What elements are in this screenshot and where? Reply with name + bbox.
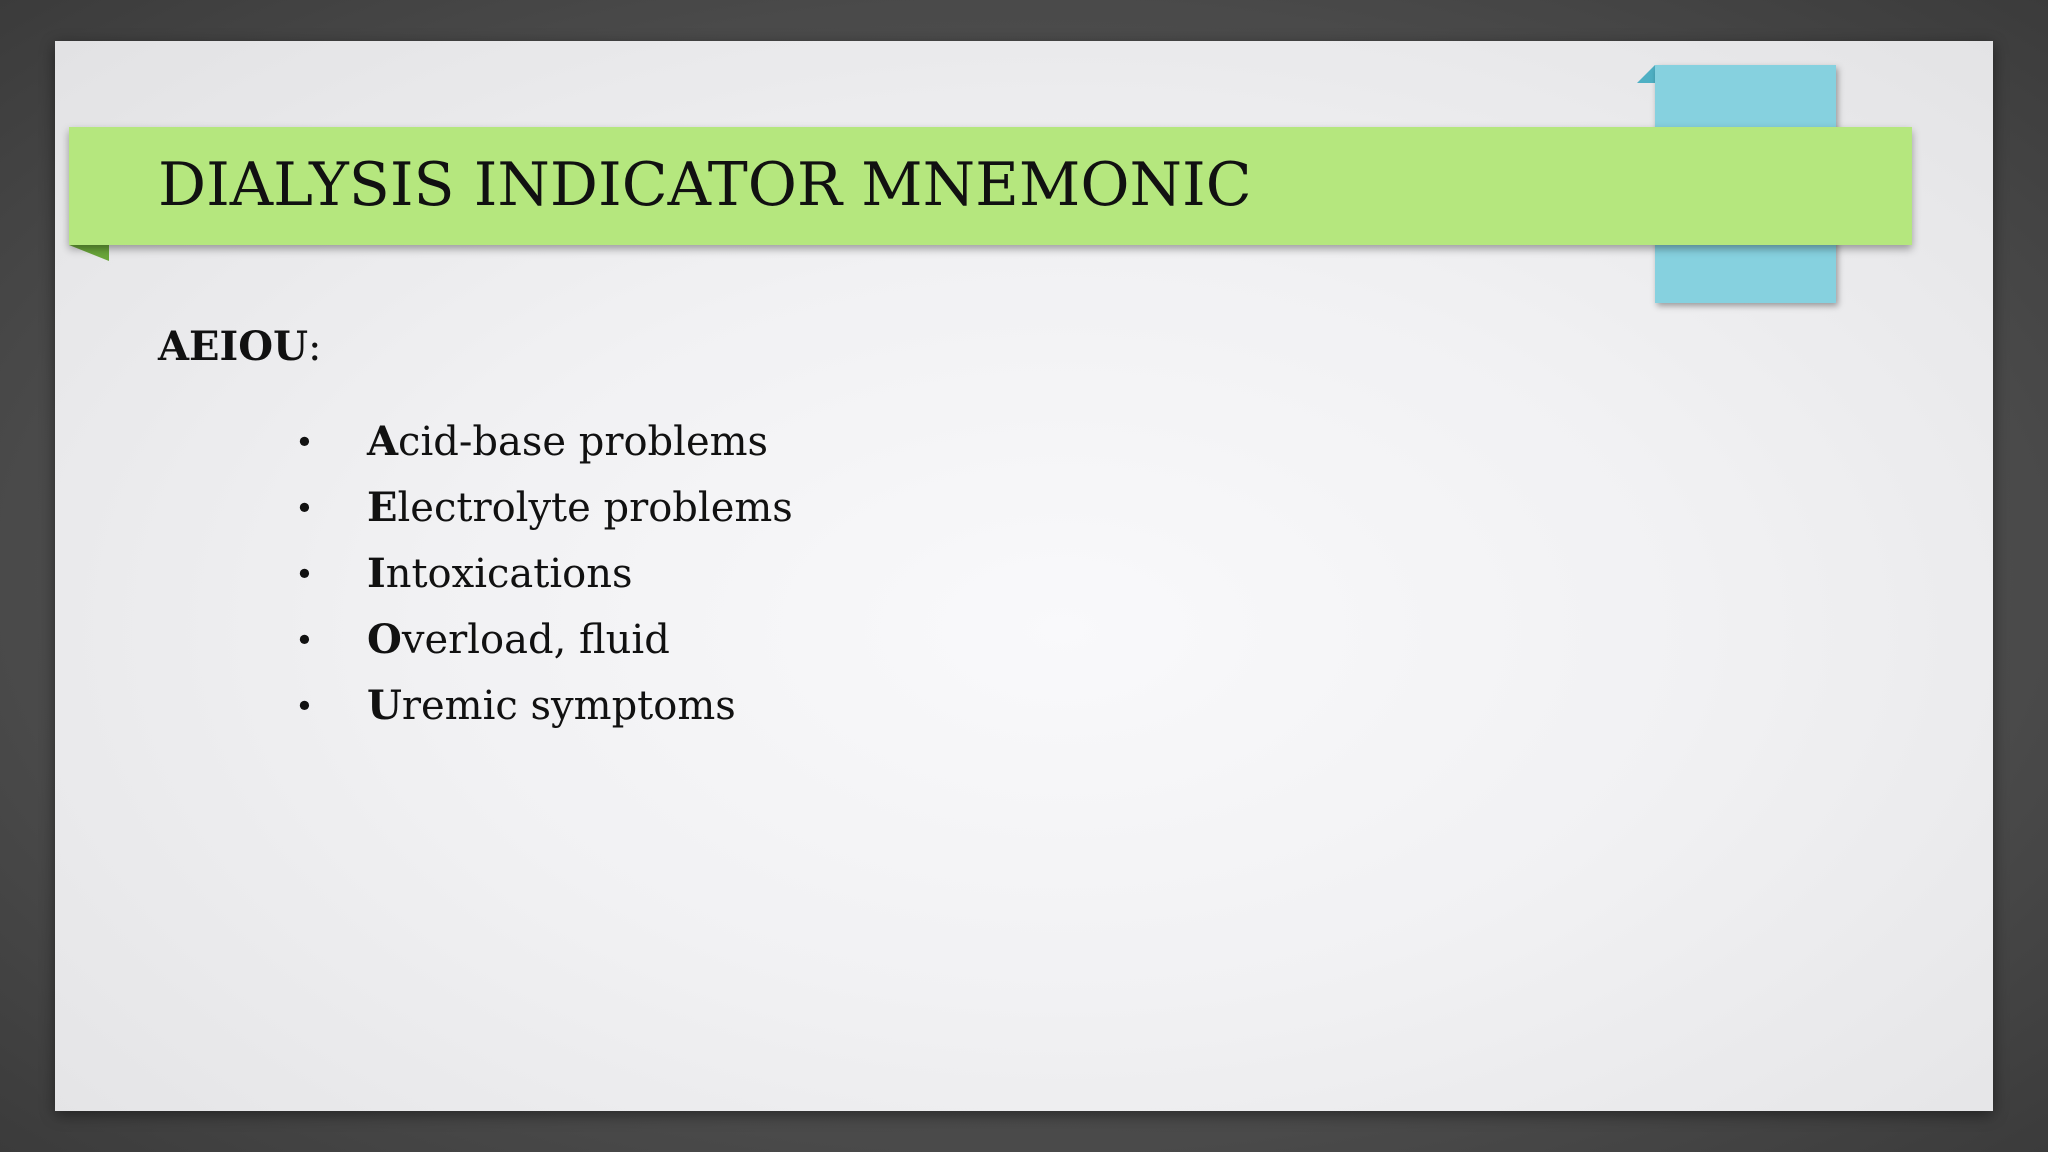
list-item-letter: I: [367, 550, 386, 597]
slide-title: DIALYSIS INDICATOR MNEMONIC: [158, 150, 1252, 220]
list-item-text: [367, 541, 632, 607]
slide: [55, 41, 1993, 1111]
bullet: •: [295, 423, 314, 461]
list-item-letter: A: [367, 418, 399, 465]
mnemonic-colon: :: [307, 324, 322, 370]
list-item-rest: verload, fluid: [401, 617, 670, 663]
list-item-text: [367, 409, 768, 475]
list-item-text: [367, 607, 670, 673]
list-item-letter: E: [367, 484, 398, 531]
mnemonic-acronym: AEIOU: [158, 323, 308, 370]
list-item-letter: O: [367, 616, 402, 663]
mnemonic-heading: [158, 321, 321, 373]
accent-tab-fold: [1637, 65, 1655, 83]
bullet: •: [295, 687, 314, 725]
list-item-rest: ntoxications: [385, 551, 633, 597]
title-banner-fold: [69, 245, 109, 261]
list-item-text: [367, 475, 793, 541]
list-item-text: [367, 673, 736, 739]
bullet: •: [295, 621, 314, 659]
bullet: •: [295, 555, 314, 593]
list-item-rest: cid-base problems: [398, 419, 769, 465]
list-item-rest: lectrolyte problems: [397, 485, 793, 531]
list-item-rest: remic symptoms: [401, 683, 736, 729]
list-item-letter: U: [367, 682, 402, 729]
bullet: •: [295, 489, 314, 527]
